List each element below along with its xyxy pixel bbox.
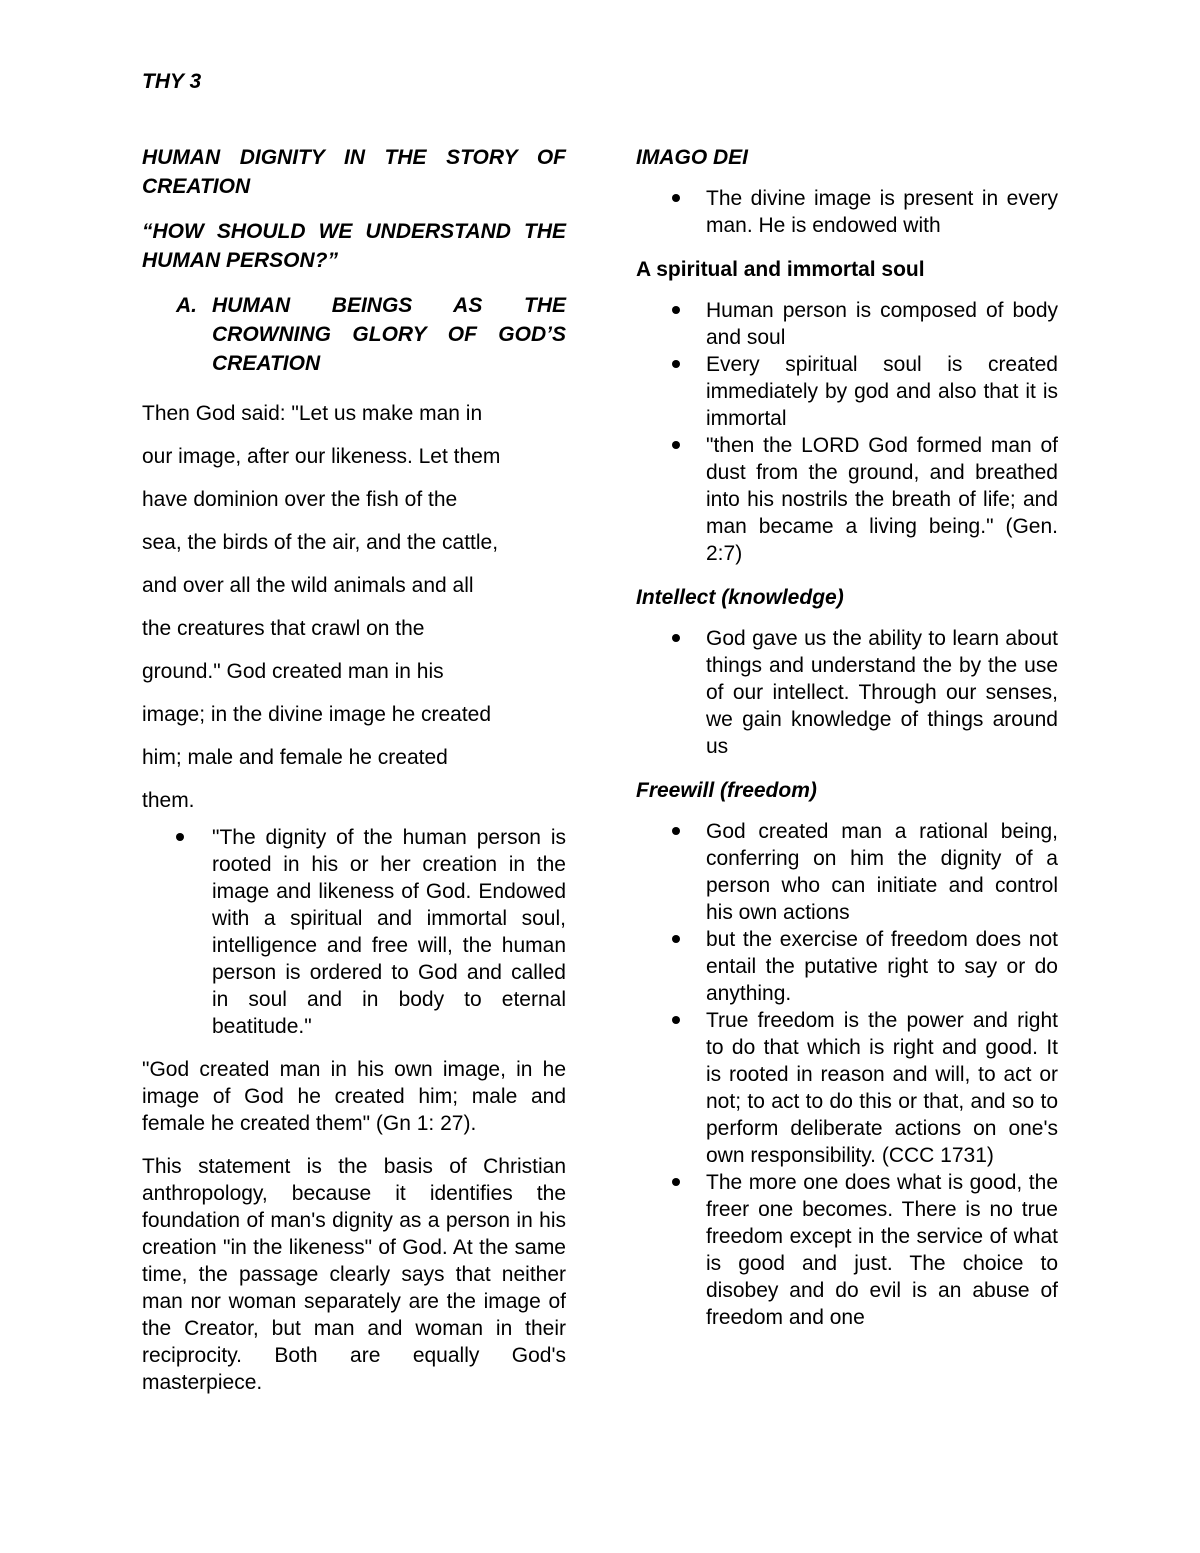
course-code: THY 3 — [142, 70, 202, 93]
verse-line: him; male and female he created — [142, 746, 448, 769]
genesis-quote: "God created man in his own image, in he image of God he created him; male and female he created them" (Gn 1: 27). — [142, 1058, 566, 1135]
bullet-icon — [176, 833, 184, 841]
document-title: HUMAN DIGNITY IN THE STORY OF CREATION — [142, 146, 566, 198]
list-item: Human person is composed of body and soul — [706, 297, 1058, 351]
list-item: Every spiritual soul is created immediately by god and also that it is immortal — [706, 351, 1058, 432]
bullet-icon — [672, 935, 680, 943]
bullet-icon — [672, 1016, 680, 1024]
soul-heading: A spiritual and immortal soul — [636, 258, 925, 281]
bullet-icon — [672, 441, 680, 449]
dignity-bullet-list — [142, 824, 566, 1040]
imago-dei-heading: IMAGO DEI — [636, 146, 749, 169]
intellect-list — [636, 625, 1058, 760]
list-item: God created man a rational being, conferring on him the dignity of a person who can initiate and control his own actions — [706, 818, 1058, 926]
list-item: The more one does what is good, the freer one becomes. There is no true freedom except in the service of what is good and just. The choice to disobey and do evil is an abuse of freedom and one — [706, 1169, 1058, 1331]
freewill-heading: Freewill (freedom) — [636, 779, 817, 802]
statement-paragraph: This statement is the basis of Christian anthropology, because it identifies the foundation of man's dignity as a person in his creation "in the likeness" of God. At the same time, the passage clearly says that neither man nor woman separately are the image of the Creator, but man and woman in their reciprocity. Both are equally God's masterpiece. — [142, 1155, 566, 1394]
left-column — [142, 143, 566, 1396]
section-a-marker: A. — [176, 294, 197, 317]
verse-line: and over all the wild animals and all — [142, 574, 474, 597]
soul-list — [636, 297, 1058, 567]
bullet-icon — [672, 1178, 680, 1186]
verse-line: sea, the birds of the air, and the cattle, — [142, 531, 499, 554]
verse-line: ground." God created man in his — [142, 660, 444, 683]
list-item: "then the LORD God formed man of dust from the ground, and breathed into his nostrils the breath of life; and man became a living being." (Gen. 2:7) — [706, 432, 1058, 567]
right-column — [636, 143, 1058, 1331]
bullet-icon — [672, 827, 680, 835]
section-a — [142, 291, 566, 378]
list-item: True freedom is the power and right to do that which is right and good. It is rooted in reason and will, to act or not; to act to do this or that, and so to perform deliberate actions on one's own responsibility. (CCC 1731) — [706, 1007, 1058, 1169]
freewill-list — [636, 818, 1058, 1331]
imago-dei-list — [636, 185, 1058, 239]
genesis-verse — [142, 392, 566, 822]
list-item: but the exercise of freedom does not entail the putative right to say or do anything. — [706, 926, 1058, 1007]
verse-line: have dominion over the fish of the — [142, 488, 458, 511]
bullet-icon — [672, 360, 680, 368]
guiding-question: “HOW SHOULD WE UNDERSTAND THE HUMAN PERSON?” — [142, 220, 566, 272]
verse-line: image; in the divine image he created — [142, 703, 492, 726]
section-a-title: HUMAN BEINGS AS THE CROWNING GLORY OF GOD’S CREATION — [212, 294, 566, 375]
verse-line: our image, after our likeness. Let them — [142, 445, 501, 468]
bullet-icon — [672, 634, 680, 642]
bullet-icon — [672, 194, 680, 202]
verse-line: Then God said: "Let us make man in — [142, 402, 483, 425]
verse-line: the creatures that crawl on the — [142, 617, 425, 640]
verse-line: them. — [142, 789, 195, 812]
intellect-heading: Intellect (knowledge) — [636, 586, 844, 609]
list-item: God gave us the ability to learn about things and understand the by the use of our intellect. Through our senses, we gain knowledge of things around us — [706, 625, 1058, 760]
bullet-icon — [672, 306, 680, 314]
list-item: The divine image is present in every man. He is endowed with — [706, 185, 1058, 239]
list-item: "The dignity of the human person is rooted in his or her creation in the image and likeness of God. Endowed with a spiritual and immortal soul, intelligence and free will, the human person is ordered to God and called in soul and in body to eternal beatitude." — [212, 824, 566, 1040]
